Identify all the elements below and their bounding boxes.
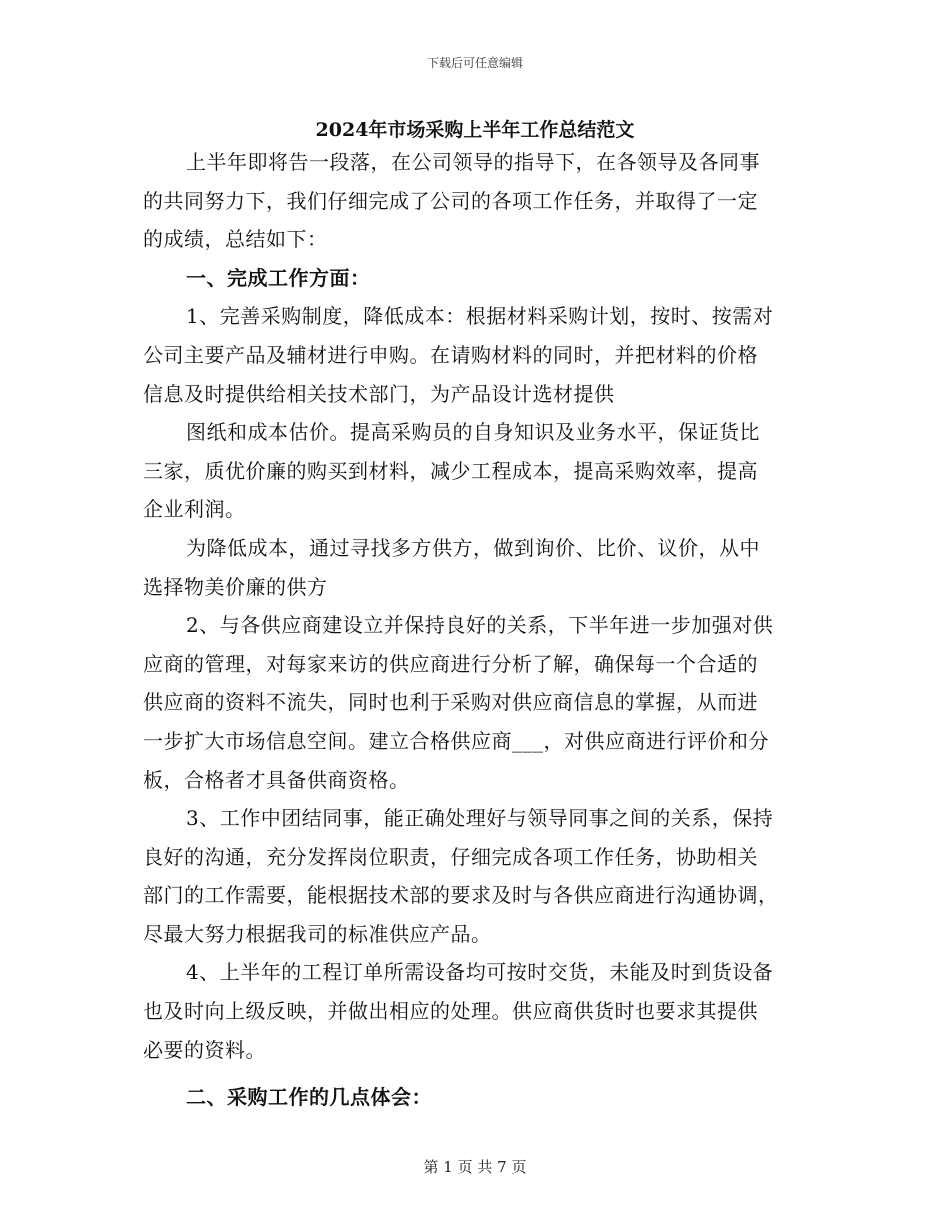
paragraph-line: 3、工作中团结同事，能正确处理好与领导同事之间的关系，保持 <box>186 806 774 831</box>
paragraph-line: 上半年即将告一段落，在公司领导的指导下，在各领导及各同事 <box>186 150 760 174</box>
section-heading: 二、采购工作的几点体会： <box>186 1085 432 1110</box>
paragraph-line: 必要的资料。 <box>143 1037 266 1062</box>
paragraph-line: 的共同努力下，我们仔细完成了公司的各项工作任务，并取得了一定 <box>143 188 758 213</box>
document-body <box>143 143 805 1117</box>
paragraph-line: 1、完善采购制度，降低成本：根据材料采购计划，按时、按需对 <box>186 304 774 329</box>
page-number: 第 1 页 共 7 页 <box>423 1158 527 1176</box>
paragraph-line: 一步扩大市场信息空间。建立合格供应商___，对供应商进行评价和分 <box>143 728 769 753</box>
paragraph-line: 公司主要产品及辅材进行申购。在请购材料的同时，并把材料的价格 <box>143 342 758 367</box>
paragraph-line: 为降低成本，通过寻找多方供方，做到询价、比价、议价，从中 <box>186 535 760 560</box>
paragraph-line: 板，合格者才具备供商资格。 <box>143 767 410 792</box>
section-heading: 一、完成工作方面： <box>186 265 371 290</box>
paragraph-line: 企业利润。 <box>143 497 246 522</box>
paragraph-line: 也及时向上级反映，并做出相应的处理。供应商供货时也要求其提供 <box>143 999 758 1024</box>
paragraph-line: 尽最大努力根据我司的标准供应产品。 <box>143 921 492 946</box>
paragraph-line: 三家，质优价廉的购买到材料，减少工程成本，提高采购效率，提高 <box>143 458 758 483</box>
paragraph-line: 图纸和成本估价。提高采购员的自身知识及业务水平，保证货比 <box>186 420 760 445</box>
page-header-note: 下载后可任意编辑 <box>426 56 523 70</box>
paragraph-line: 2、与各供应商建设立并保持良好的关系，下半年进一步加强对供 <box>186 613 774 638</box>
paragraph-line: 供应商的资料不流失，同时也利于采购对供应商信息的掌握，从而进 <box>143 690 758 715</box>
paragraph-line: 部门的工作需要，能根据技术部的要求及时与各供应商进行沟通协调， <box>143 883 779 908</box>
paragraph-line: 4、上半年的工程订单所需设备均可按时交货，未能及时到货设备 <box>186 960 774 985</box>
paragraph-line: 的成绩，总结如下： <box>143 227 328 252</box>
document-title: 2024年市场采购上半年工作总结范文 <box>315 119 635 141</box>
paragraph-line: 良好的沟通，充分发挥岗位职责，仔细完成各项工作任务，协助相关 <box>143 844 758 869</box>
paragraph-line: 应商的管理，对每家来访的供应商进行分析了解，确保每一个合适的 <box>143 651 758 676</box>
paragraph-line: 信息及时提供给相关技术部门，为产品设计选材提供 <box>143 381 615 406</box>
paragraph-line: 选择物美价廉的供方 <box>143 574 328 599</box>
